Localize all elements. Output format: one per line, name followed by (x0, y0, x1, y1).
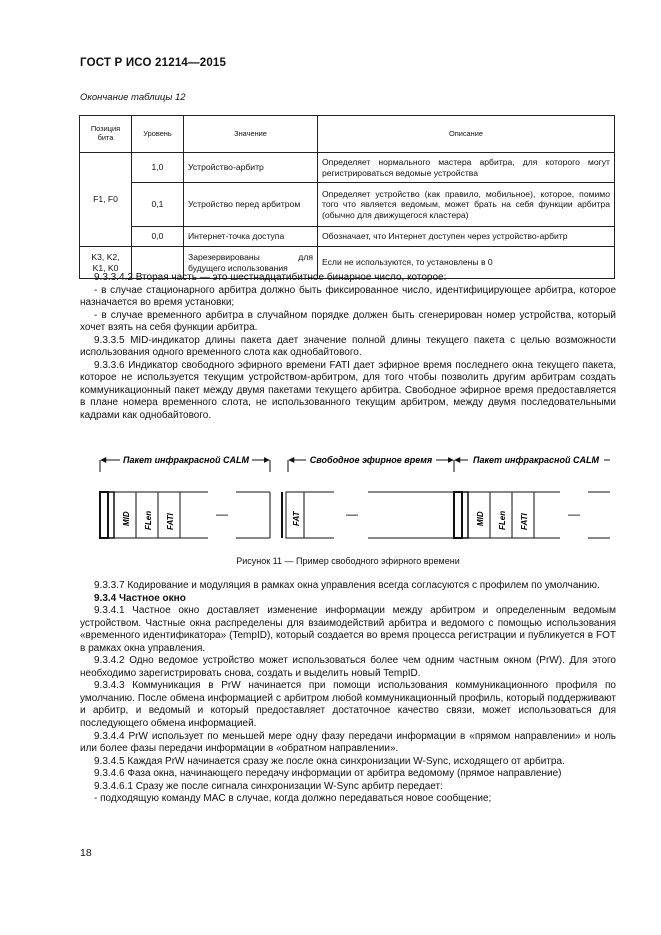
ellipsis-dash: — (346, 507, 358, 521)
slot-group-left (100, 492, 270, 538)
table-header-row (80, 116, 615, 153)
figure-caption: Рисунок 11 — Пример свободного эфирного времени (236, 556, 460, 566)
paragraph: 9.3.3.4.2 Вторая часть — это шестнадцатибитное бинарное число, которое: (94, 272, 447, 283)
section-heading: 9.3.4 Частное окно (94, 592, 186, 604)
table-cell-desc: Определяет нормального мастера арбитра, для которого могут регистрироваться ведомые устройства (318, 153, 615, 183)
slot-label-mid: MID (476, 511, 485, 526)
slot-label-fati: FATI (520, 513, 529, 530)
column-header: Значение (184, 116, 318, 153)
paragraph: - в случае стационарного арбитра должно быть фиксированное число, идентифицирующее арбитра, которое назначается во время установки; (80, 284, 616, 309)
table-cell-level: 0,0 (132, 227, 184, 247)
column-header: Уровень (132, 116, 184, 153)
label-packet-left: Пакет инфракрасной CALM (123, 455, 249, 465)
ellipsis-dash: — (568, 507, 580, 521)
slot-label-flen: FLen (498, 510, 507, 530)
table-caption: Окончание таблицы 12 (80, 92, 186, 103)
column-header: Описание (318, 116, 615, 153)
text-block-upper (80, 272, 616, 423)
paragraph: - в случае временного арбитра в случайном порядке должен быть сгенерирован номер устройства, который хочет взять на себя функции арбитра. (80, 309, 616, 334)
sync-slot (100, 492, 108, 538)
table-row (80, 183, 615, 227)
table-cell-level: 1,0 (132, 153, 184, 183)
slot-label-flen: FLen (144, 510, 153, 530)
paragraph: 9.3.4.3 Коммуникация в PrW начинается при помощи использования коммуникационного профиля по умолчанию. После обмена информацией с арбитром любой коммуникационный профиль, который поддерживают и арбитр, и ведомый и который предоставляет достаточное качество связи, может использоваться для последующего обмена информацией. (80, 680, 616, 730)
column-header: Позиция бита (80, 116, 132, 153)
table-cell-desc: Определяет устройство (как правило, мобильное), которое, помимо того что является ведомым, может брать на себя функции арбитра (обычно для движущегося кластера) (318, 183, 615, 227)
slot-label-fati: FATI (166, 513, 175, 530)
table-12 (79, 115, 615, 279)
ellipsis-dash: — (216, 507, 228, 521)
table-cell-desc: Если не используются, то установлены в 0 (318, 247, 615, 279)
table-cell-value: Зарезервированы для будущего использования (184, 247, 318, 279)
label-free-airtime: Свободное эфирное время (309, 455, 433, 465)
text-block-lower (80, 580, 616, 806)
table-cell-bit: K3, K2, K1, K0 (80, 247, 132, 279)
paragraph: 9.3.4.1 Частное окно доставляет изменение информации между арбитром и определенным ведомым устройством. Частные окна распределены для взаимодействий арбитра и ведомого с помощью использования «временного идентификатора» (TempID), который создается во время процесса регистрации и публикуется в FOT в рамках окна управления. (80, 605, 616, 654)
paragraph: 9.3.4.6 Фаза окна, начинающего передачу информации от арбитра ведомому (прямое направление) (94, 768, 562, 780)
label-packet-right: Пакет инфракрасной CALM (473, 455, 599, 465)
table-cell-value: Устройство перед арбитром (184, 183, 318, 227)
sync-slot (454, 492, 462, 538)
paragraph: 9.3.3.7 Кодирование и модуляция в рамках окна управления всегда согласуются с профилем по умолчанию. (94, 580, 600, 591)
paragraph: 9.3.4.5 Каждая PrW начинается сразу же после окна синхронизации W-Sync, исходящего от арбитра. (94, 755, 565, 767)
document-header: ГОСТ Р ИСО 21214—2015 (80, 57, 227, 69)
table-row (80, 153, 615, 183)
table-cell-desc: Обозначает, что Интернет доступен через устройство-арбитр (318, 227, 615, 247)
table-cell-bit: F1, F0 (80, 153, 132, 247)
paragraph: 9.3.4.2 Одно ведомое устройство может использоваться более чем одним частным окном (PrW). Для этого необходимо зарегистрировать снова, создать и выделить новый TempID. (80, 655, 616, 679)
paragraph: 9.3.3.5 MID-индикатор длины пакета дает значение полной длины текущего пакета с целью возможности использования одного временного слота как однобайтового. (80, 334, 616, 359)
slot-group-mid (282, 492, 454, 538)
figure-free-airtime (90, 448, 620, 543)
slot-label-fat: FAT (292, 511, 301, 526)
paragraph: 9.3.4.6.1 Сразу же после сигнала синхронизации W-Sync арбитр передает: (94, 780, 443, 792)
table-row (80, 227, 615, 247)
table-cell-value: Интернет-точка доступа (184, 227, 318, 247)
paragraph: 9.3.3.6 Индикатор свободного эфирного времени FATI дает эфирное время последнего окна текущего пакета, которое не используется текущим устройством-арбитром, для того чтобы позволить другим арбитрам создать коммуникационный пакет между двумя пакетами текущего арбитра. Свободное эфирное время предоставляется в плане номера временного слота, не использованного текущим арбитром, между двумя последовательными кадрами как однобайтового. (80, 359, 616, 422)
paragraph: - подходящую команду MAC в случае, когда должно передаваться новое сообщение; (94, 793, 492, 805)
slot-label-mid: MID (122, 511, 131, 526)
paragraph: 9.3.4.4 PrW использует по меньшей мере одну фазу передачи информации в «прямом направлении» и ноль или более фазы передачи информации в «обратном направлении». (80, 730, 616, 755)
slot-group-right (454, 492, 610, 538)
table-cell-value: Устройство-арбитр (184, 153, 318, 183)
table-cell-level: 0,1 (132, 183, 184, 227)
page-number: 18 (80, 847, 92, 859)
